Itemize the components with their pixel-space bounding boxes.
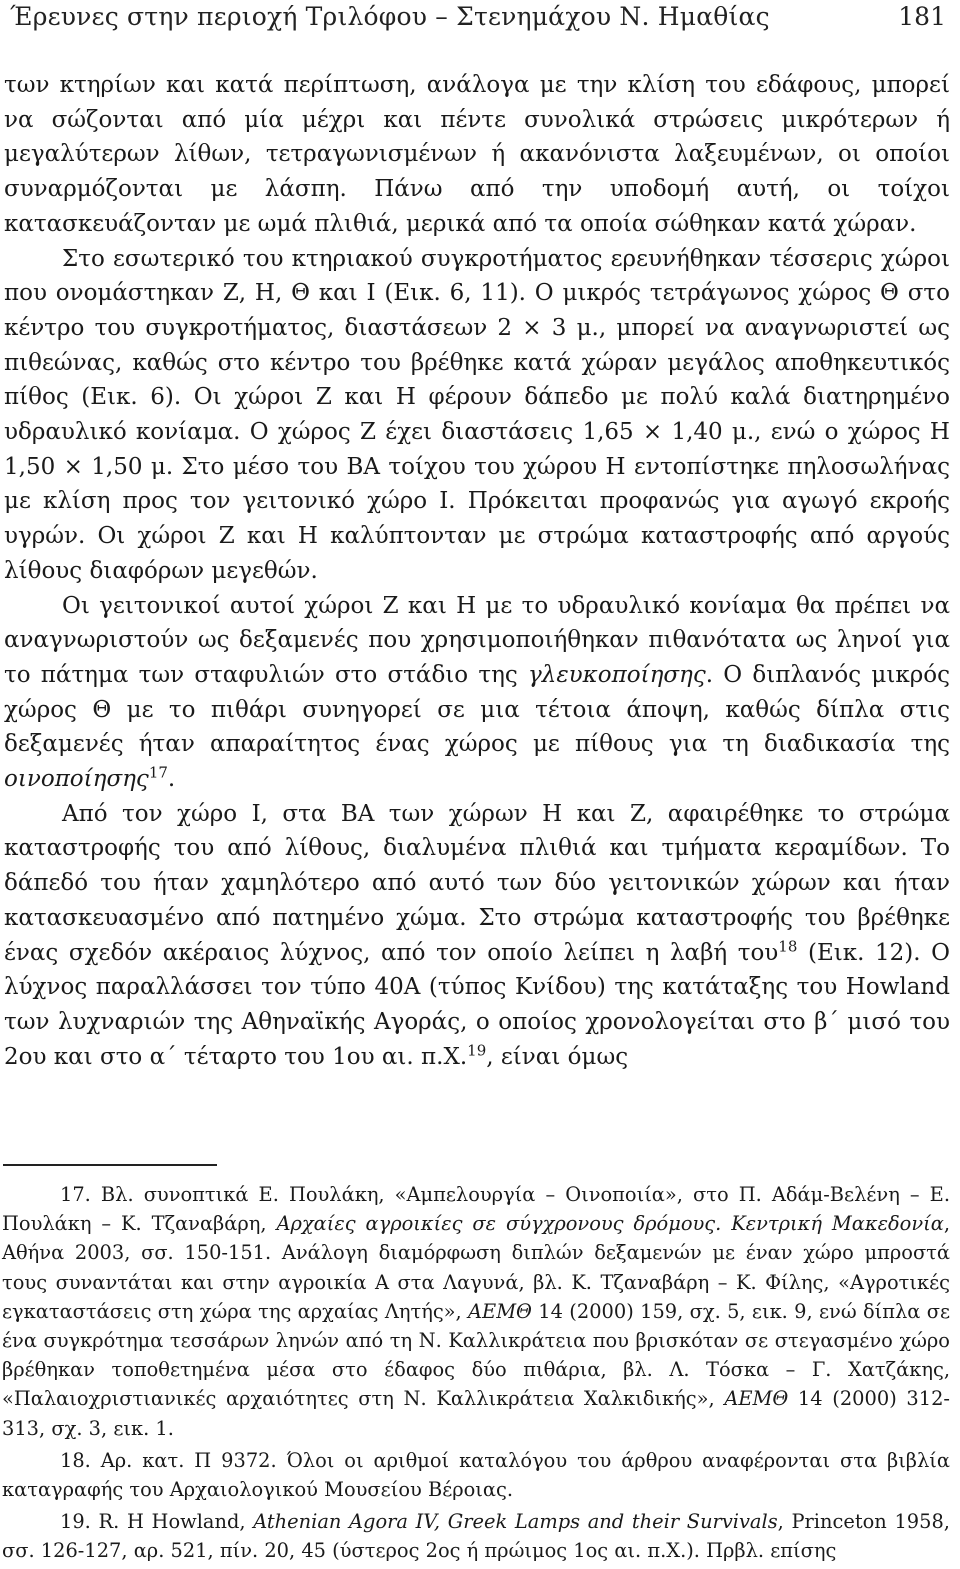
term-glefkopoiisi: γλευκοποίησης bbox=[528, 661, 706, 688]
footnote-19-title: Athenian Agora IV, Greek Lamps and their Survivals bbox=[253, 1510, 778, 1534]
page-number: 181 bbox=[898, 2, 946, 31]
footnote-19-text-b: , Princeton 1958, σσ. 126-127, αρ. 521, πίν. 20, 45 (ύστερος 2ος ή πρώιμος 1ος αι. π.Χ.). Πρβλ. επίσης bbox=[2, 1510, 950, 1563]
footnotes bbox=[2, 1180, 950, 1569]
paragraph-3 bbox=[4, 589, 950, 797]
term-oinopoiisi: οινοποίησης bbox=[4, 766, 149, 793]
paragraph-3-text-c: . bbox=[167, 766, 176, 793]
footnote-17-text-c: 14 (2000) 159, σχ. 5, εικ. 9, ενώ δίπλα σε ένα συγκρότημα τεσσάρων ληνών από τη Ν. Καλλικράτεια που βρισκόταν σε στεγασμένο χώρο βρέθηκαν τοποθετημένα μέσα στο έδαφος δύο πιθάρια, βλ. Λ. Τόσκα – Γ. Χατζάκης, «Παλαιοχριστιανικές αρχαιότητες στη Ν. Καλλικράτεια Χαλκιδικής», bbox=[2, 1299, 950, 1411]
footnote-17 bbox=[2, 1180, 950, 1443]
paragraph-4-text-c: , είναι όμως bbox=[486, 1043, 629, 1070]
footnote-divider bbox=[3, 1164, 217, 1166]
paragraph-1: των κτηρίων και κατά περίπτωση, ανάλογα με την κλίση του εδάφους, μπορεί να σώζονται από μία μέχρι και πέντε συνολικά στρώσεις μικρότερων ή μεγαλύτερων λίθων, τετραγωνισμένων ή ακανόνιστα λαξευμένων, οι οποίοι συναρμόζονται με λάσπη. Πάνω από την υποδομή αυτή, οι τοίχοι κατασκευάζονταν με ωμά πλιθιά, μερικά από τα οποία σώθηκαν κατά χώραν. bbox=[4, 72, 950, 237]
footnote-17-text-b: , Αθήνα 2003, σσ. 150-151. Ανάλογη διαμόρφωση διπλών δεξαμενών με έναν χώρο μπροστά τους συναντάται και στην αγροικία Α στα Λαγυνά, βλ. Κ. Τζαναβάρη – Κ. Φίλης, «Αγροτικές εγκαταστάσεις στη χώρα της αρχαίας Λητής», bbox=[2, 1212, 950, 1323]
footnote-19 bbox=[2, 1507, 950, 1565]
footnote-ref-17[interactable]: 17 bbox=[148, 763, 168, 782]
paragraph-4-text-a: Από τον χώρο Ι, στα ΒΑ των χώρων Η και Ζ, αφαιρέθηκε το στρώμα καταστροφής του από λίθους, διαλυμένα πλιθιά και τμήματα κεραμίδων. Το δάπεδό του ήταν χαμηλότερο από αυτό των δύο γειτονικών χώρων και ήταν κατασκευασμένο από πατημένο χώμα. Στο στρώμα καταστροφής του βρέθηκε ένας σχεδόν ακέραιος λύχνος, από τον οποίο λείπει η λαβή του bbox=[4, 800, 950, 966]
paragraph-2: Στο εσωτερικό του κτηριακού συγκροτήματος ερευνήθηκαν τέσσερις χώροι που ονομάστηκαν Ζ, Η, Θ και Ι (Εικ. 6, 11). Ο μικρός τετράγωνος χώρος Θ στο κέντρο του συγκροτήματος, διαστάσεων 2 × 3 μ., μπορεί να αναγνωριστεί ως πιθεώνας, καθώς στο κέντρο του βρέθηκε κατά χώραν μεγάλος αποθηκευτικός πίθος (Εικ. 6). Οι χώροι Ζ και Η φέρουν δάπεδο με πολύ καλά διατηρημένο υδραυλικό κονίαμα. Ο χώρος Ζ έχει διαστάσεις 1,65 × 1,40 μ., ενώ ο χώρος Η 1,50 × 1,50 μ. Στο μέσο του ΒΑ τοίχου του χώρου Η εντοπίστηκε πηλοσωλήνας με κλίση προς τον γειτονικό χώρο Ι. Πρόκειται προφανώς για αγωγό εκροής υγρών. Οι χώροι Ζ και Η καλύπτονταν με στρώμα καταστροφής από αργούς λίθους διαφόρων μεγεθών. bbox=[4, 245, 950, 584]
paragraph-3-text-a: Οι γειτονικοί αυτοί χώροι Ζ και Η με το υδραυλικό κονίαμα θα πρέπει να αναγνωριστούν ως δεξαμενές που χρησιμοποιήθηκαν πιθανότατα ως ληνοί για το πάτημα των σταφυλιών στο στάδιο της bbox=[4, 592, 950, 688]
body-text bbox=[4, 68, 950, 1074]
footnote-17-text-d: 14 (2000) 312-313, σχ. 3, εικ. 1. bbox=[2, 1387, 950, 1440]
footnote-19-text-a: 19. R. H Howland, bbox=[60, 1510, 254, 1534]
paragraph-4-text-b: (Εικ. 12). Ο λύχνος παραλλάσσει τον τύπο 40Α (τύπος Κνίδου) της κατάταξης του Howland των λυχναριών της Αθηναϊκής Αγοράς, ο οποίος χρονολογείται στο β΄ μισό του 2ου και στο α΄ τέταρτο του 1ου αι. π.Χ. bbox=[4, 939, 951, 1070]
footnote-ref-19[interactable]: 19 bbox=[467, 1041, 487, 1060]
footnote-17-journal-2: ΑΕΜΘ bbox=[724, 1387, 789, 1411]
running-head-title: Έρευνες στην περιοχή Τριλόφου – Στενημάχου Ν. Ημαθίας bbox=[10, 2, 770, 31]
running-head bbox=[0, 2, 960, 38]
footnote-18: 18. Αρ. κατ. Π 9372. Όλοι οι αριθμοί καταλόγου του άρθρου αναφέρονται στα βιβλία καταγραφής του Αρχαιολογικού Μουσείου Βέροιας. bbox=[2, 1448, 950, 1502]
footnote-ref-18[interactable]: 18 bbox=[778, 936, 798, 955]
paragraph-3-text-b: . Ο διπλανός μικρός χώρος Θ με το πιθάρι συνηγορεί σε μια τέτοια άποψη, καθώς δίπλα στις δεξαμενές ήταν απαραίτητος ένας χώρος με πίθους για τη διαδικασία της bbox=[4, 661, 950, 758]
paragraph-4 bbox=[4, 797, 950, 1075]
footnote-17-text-a: 17. Βλ. συνοπτικά Ε. Πουλάκη, «Αμπελουργία – Οινοποιία», στο Π. Αδάμ-Βελένη – Ε. Πουλάκη – Κ. Τζαναβάρη, bbox=[2, 1183, 950, 1236]
footnote-17-journal-1: ΑΕΜΘ bbox=[468, 1299, 532, 1323]
footnote-17-title: Αρχαίες αγροικίες σε σύγχρονους δρόμους. Κεντρική Μακεδονία bbox=[276, 1212, 944, 1236]
